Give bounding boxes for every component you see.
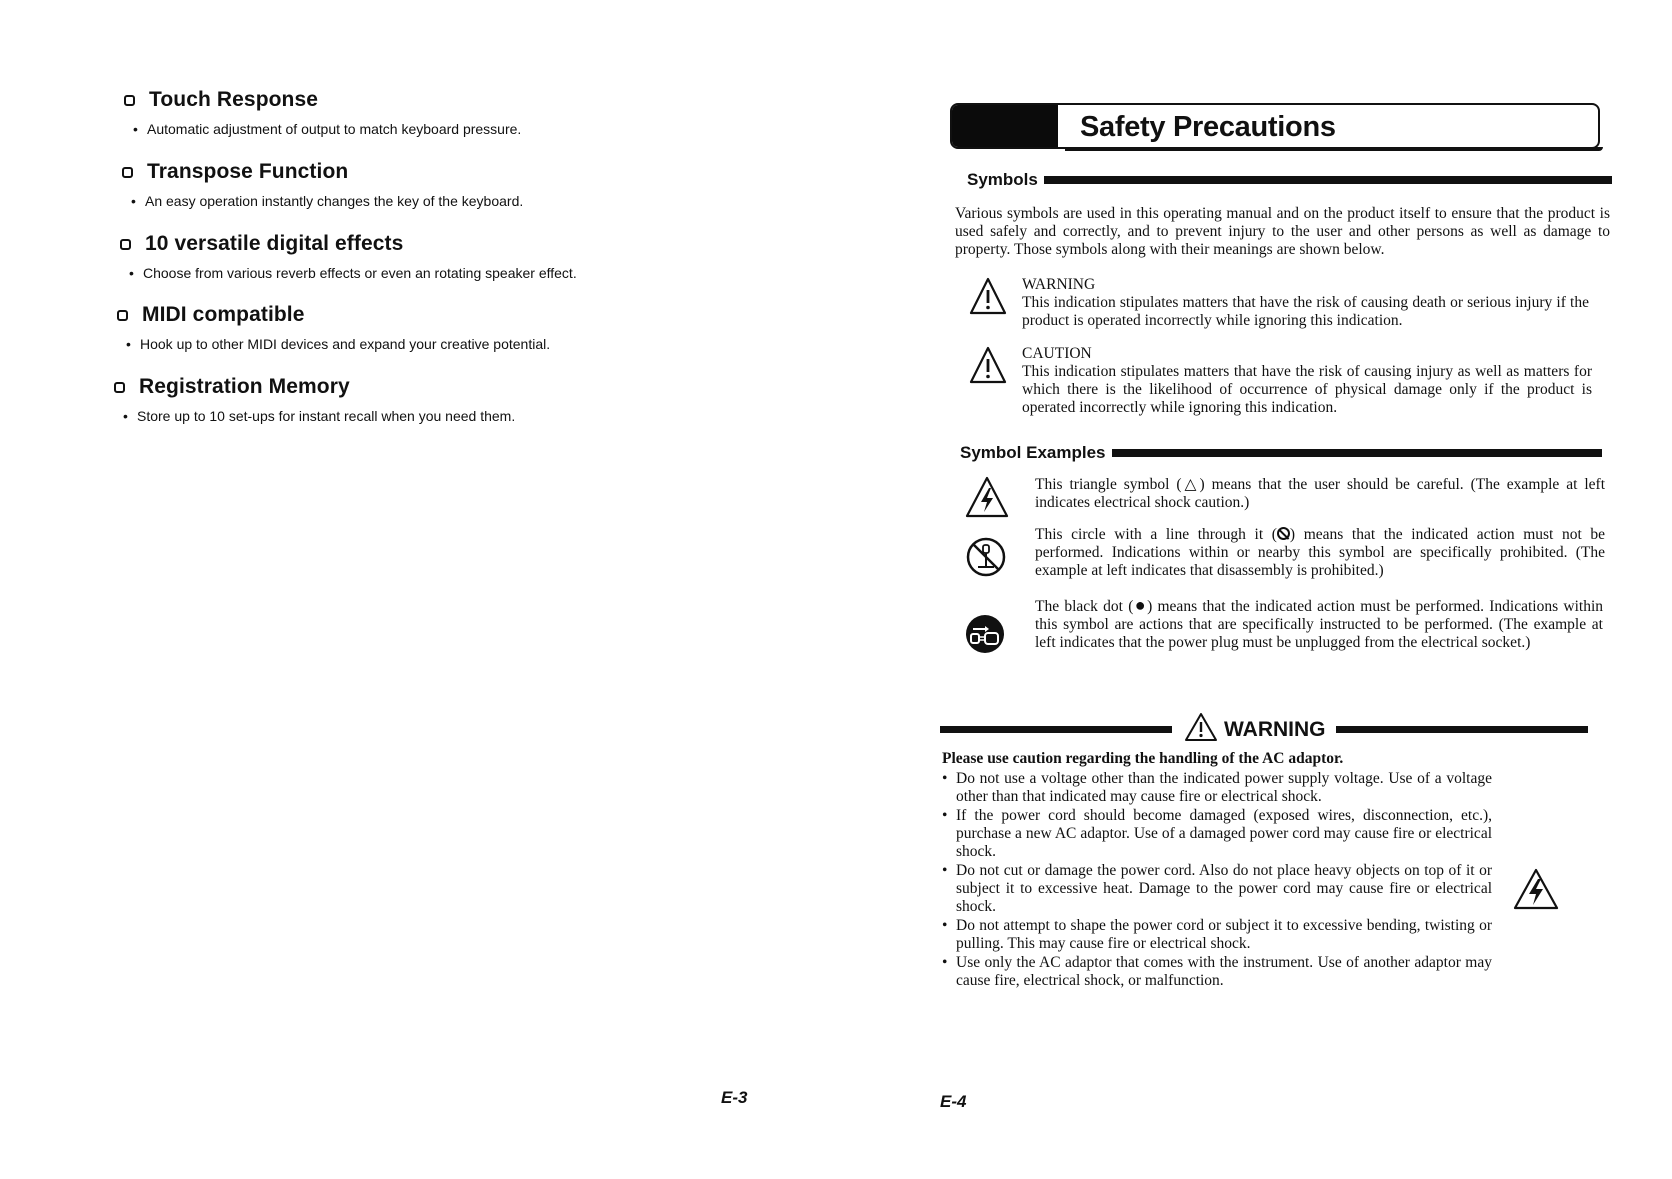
page-title-bar xyxy=(950,103,1600,149)
symbols-heading-text: Symbols xyxy=(967,170,1038,189)
example-prohibition-row xyxy=(965,526,1605,583)
bullet-text: Do not attempt to shape the power cord or subject it to excessive bending, twisting or pulling. This may cause fire or electrical shock. xyxy=(956,917,1492,952)
warning-bullet-list xyxy=(942,770,1492,991)
caution-text: This indication stipulates matters that have the risk of causing injury as well as matters for which there is the likelihood of occurrence of physical damage only if the product is operated incorrectly while ignoring this indication. xyxy=(1022,363,1592,416)
symbol-examples-heading xyxy=(960,443,1602,463)
list-item xyxy=(942,917,1492,953)
warning-heading-band xyxy=(940,712,1600,747)
prohibition-glyph-icon xyxy=(1277,527,1290,540)
no-disassembly-icon xyxy=(965,526,1035,583)
bullet-icon: • xyxy=(942,954,948,971)
bullet-icon: • xyxy=(942,770,948,787)
feature-desc: Hook up to other MIDI devices and expand your creative potential. xyxy=(140,336,551,352)
triangle-glyph-icon: △ xyxy=(1181,476,1200,493)
page-title: Safety Precautions xyxy=(1080,111,1336,143)
feature-digital-effects xyxy=(116,232,577,281)
feature-desc: Choose from various reverb effects or even an rotating speaker effect. xyxy=(143,265,577,281)
text: This triangle symbol ( xyxy=(1035,476,1182,493)
symbol-warning-row xyxy=(968,276,1610,330)
text: The black dot ( xyxy=(1035,598,1134,615)
example-triangle-text xyxy=(1035,476,1605,523)
feature-touch-response xyxy=(120,88,521,137)
warning-label: WARNING xyxy=(1022,276,1096,293)
feature-title: Registration Memory xyxy=(139,375,350,398)
checkbox-bullet-icon xyxy=(114,382,125,393)
feature-title: 10 versatile digital effects xyxy=(145,232,404,255)
title-block-decoration xyxy=(952,105,1058,147)
feature-desc: An easy operation instantly changes the key of the keyboard. xyxy=(145,193,524,209)
caution-triangle-icon xyxy=(968,345,1022,417)
text: ) means that the user should be careful. (The example at left indicates electrical shock caution.) xyxy=(1035,476,1606,511)
feature-title: Transpose Function xyxy=(147,160,349,183)
electric-shock-triangle-icon xyxy=(1513,868,1559,915)
example-triangle-row xyxy=(965,476,1605,523)
bullet-icon: • xyxy=(942,917,948,934)
unplug-power-icon xyxy=(965,596,1035,659)
warning-text: This indication stipulates matters that have the risk of causing death or serious injury if the product is operated incorrectly while ignoring this indication. xyxy=(1022,294,1589,329)
symbol-caution-row xyxy=(968,345,1610,417)
feature-title: MIDI compatible xyxy=(142,303,305,326)
feature-desc: Automatic adjustment of output to match keyboard pressure. xyxy=(147,121,522,137)
bullet-icon: • xyxy=(131,193,136,209)
bullet-icon: • xyxy=(133,121,138,137)
warning-triangle-icon xyxy=(1184,712,1218,747)
page-number-right: E-4 xyxy=(940,1092,967,1111)
warning-intro: Please use caution regarding the handling of the AC adaptor. xyxy=(942,750,1344,767)
bullet-text: If the power cord should become damaged (exposed wires, disconnection, etc.), purchase a new AC adaptor. Use of a damaged power cord may cause fire or electrical shock. xyxy=(956,807,1492,860)
bullet-text: Do not cut or damage the power cord. Also do not place heavy objects on top of it or subject it to excessive heat. Damage to the power cord may cause fire or electrical shock. xyxy=(956,862,1492,915)
title-shadow xyxy=(1065,147,1603,151)
symbols-heading xyxy=(967,170,1612,190)
bullet-icon: • xyxy=(126,336,131,352)
bullet-text: Do not use a voltage other than the indicated power supply voltage. Use of a voltage other than that indicated may cause fire or electrical shock. xyxy=(956,770,1492,805)
symbol-examples-heading-text: Symbol Examples xyxy=(960,443,1106,462)
feature-title: Touch Response xyxy=(149,88,319,111)
list-item xyxy=(942,770,1492,806)
text: ) means that the indicated action must not be performed. Indications within or nearby this symbol are specifically prohibited. (The example at left indicates that disassembly is prohibited.) xyxy=(1035,526,1606,579)
checkbox-bullet-icon xyxy=(124,95,135,106)
heading-rule xyxy=(1336,726,1588,733)
bullet-icon: • xyxy=(123,408,128,424)
feature-registration-memory xyxy=(110,375,515,424)
feature-midi xyxy=(113,303,550,352)
heading-rule xyxy=(940,726,1172,733)
feature-transpose xyxy=(118,160,523,209)
caution-label: CAUTION xyxy=(1022,345,1092,362)
heading-rule xyxy=(1112,449,1602,457)
black-dot-glyph-icon: ● xyxy=(1133,595,1148,615)
feature-desc: Store up to 10 set-ups for instant recall when you need them. xyxy=(137,408,516,424)
bullet-icon: • xyxy=(942,807,948,824)
example-black-dot-row xyxy=(965,596,1605,659)
page-number-left: E-3 xyxy=(721,1088,748,1107)
text: ) means that the indicated action must be performed. Indications within this symbol are actions that are specifically instructed to be performed. (The example at left indicates that the power plug must be unplugged from the electrical socket.) xyxy=(1035,598,1603,651)
bullet-icon: • xyxy=(942,862,948,879)
bullet-text: Use only the AC adaptor that comes with the instrument. Use of another adaptor may cause fire, electrical shock, or malfunction. xyxy=(956,954,1492,989)
example-prohibition-text xyxy=(1035,526,1605,583)
bullet-icon: • xyxy=(129,265,134,281)
checkbox-bullet-icon xyxy=(117,310,128,321)
checkbox-bullet-icon xyxy=(122,167,133,178)
electric-shock-triangle-icon xyxy=(965,476,1035,523)
list-item xyxy=(942,862,1492,916)
example-black-dot-text xyxy=(1035,596,1603,659)
list-item xyxy=(942,807,1492,861)
heading-rule xyxy=(1044,176,1612,184)
warning-triangle-icon xyxy=(968,276,1022,330)
checkbox-bullet-icon xyxy=(120,239,131,250)
symbols-intro: Various symbols are used in this operating manual and on the product itself to ensure that the product is used safely and correctly, and to prevent injury to the user and other persons as well as damage to property. Those symbols along with their meanings are shown below. xyxy=(955,205,1610,258)
warning-heading: WARNING xyxy=(1224,717,1326,741)
text: This circle with a line through it ( xyxy=(1035,526,1277,543)
list-item xyxy=(942,954,1492,990)
